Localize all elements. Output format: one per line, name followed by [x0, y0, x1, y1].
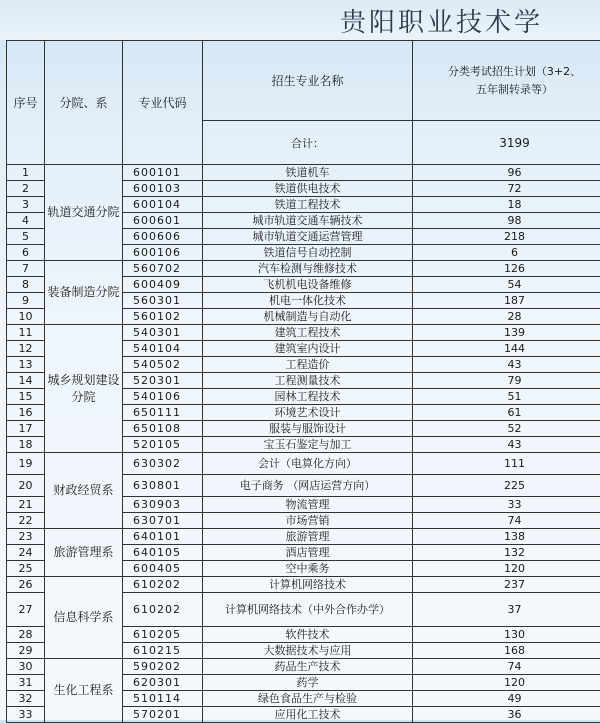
- row-number: 26: [7, 577, 45, 593]
- row-number: 30: [7, 659, 45, 675]
- major-name: 工程造价: [203, 357, 413, 373]
- row-number: 27: [7, 593, 45, 627]
- department-name: 装备制造分院: [45, 261, 123, 325]
- row-number: 23: [7, 529, 45, 545]
- row-number: 7: [7, 261, 45, 277]
- plan-count: 111: [413, 453, 600, 475]
- row-number: 18: [7, 437, 45, 453]
- plan-count: 43: [413, 357, 600, 373]
- major-name: 机械制造与自动化: [203, 309, 413, 325]
- header-major: 招生专业名称: [203, 41, 413, 121]
- plan-count: 98: [413, 213, 600, 229]
- row-number: 17: [7, 421, 45, 437]
- plan-count: 168: [413, 643, 600, 659]
- page-title: 贵阳职业技术学: [340, 2, 543, 39]
- plan-count: 28: [413, 309, 600, 325]
- major-code: 630801: [123, 475, 203, 497]
- plan-count: 139: [413, 325, 600, 341]
- major-name: 铁道供电技术: [203, 181, 413, 197]
- major-name: 城市轨道交通运营管理: [203, 229, 413, 245]
- major-name: 应用化工技术: [203, 707, 413, 723]
- major-name: 服装与服饰设计: [203, 421, 413, 437]
- row-number: 14: [7, 373, 45, 389]
- department-name: 轨道交通分院: [45, 165, 123, 261]
- major-code: 640105: [123, 545, 203, 561]
- table-row: [7, 325, 600, 341]
- major-code: 600106: [123, 245, 203, 261]
- table-row: [7, 165, 600, 181]
- plan-count: 130: [413, 627, 600, 643]
- table-row: [7, 261, 600, 277]
- major-code: 610205: [123, 627, 203, 643]
- plan-count: 18: [413, 197, 600, 213]
- major-code: 600101: [123, 165, 203, 181]
- row-number: 19: [7, 453, 45, 475]
- major-code: 540104: [123, 341, 203, 357]
- department-name: 财政经贸系: [45, 453, 123, 529]
- major-code: 610202: [123, 593, 203, 627]
- major-name: 空中乘务: [203, 561, 413, 577]
- plan-count: 52: [413, 421, 600, 437]
- major-name: 宝玉石鉴定与加工: [203, 437, 413, 453]
- major-name: 绿色食品生产与检验: [203, 691, 413, 707]
- row-number: 1: [7, 165, 45, 181]
- plan-count: 37: [413, 593, 600, 627]
- major-code: 510114: [123, 691, 203, 707]
- row-number: 4: [7, 213, 45, 229]
- plan-count: 33: [413, 497, 600, 513]
- major-code: 540502: [123, 357, 203, 373]
- plan-count: 74: [413, 513, 600, 529]
- major-name: 酒店管理: [203, 545, 413, 561]
- major-code: 590202: [123, 659, 203, 675]
- plan-count: 225: [413, 475, 600, 497]
- plan-count: 132: [413, 545, 600, 561]
- row-number: 24: [7, 545, 45, 561]
- major-code: 640101: [123, 529, 203, 545]
- major-code: 650108: [123, 421, 203, 437]
- plan-count: 126: [413, 261, 600, 277]
- major-name: 电子商务 （网店运营方向）: [203, 475, 413, 497]
- row-number: 21: [7, 497, 45, 513]
- major-name: 铁道机车: [203, 165, 413, 181]
- header-code: 专业代码: [123, 41, 203, 165]
- major-code: 600104: [123, 197, 203, 213]
- row-number: 29: [7, 643, 45, 659]
- major-name: 药品生产技术: [203, 659, 413, 675]
- plan-count: 72: [413, 181, 600, 197]
- major-name: 物流管理: [203, 497, 413, 513]
- table-row: [7, 659, 600, 675]
- major-code: 600601: [123, 213, 203, 229]
- major-name: 计算机网络技术（中外合作办学）: [203, 593, 413, 627]
- row-number: 20: [7, 475, 45, 497]
- major-name: 飞机机电设备维修: [203, 277, 413, 293]
- department-name: 旅游管理系: [45, 529, 123, 577]
- plan-count: 237: [413, 577, 600, 593]
- row-number: 25: [7, 561, 45, 577]
- plan-count: 36: [413, 707, 600, 723]
- major-name: 铁道信号自动控制: [203, 245, 413, 261]
- header-plan-line2: 五年制转录等）: [413, 81, 600, 99]
- major-name: 计算机网络技术: [203, 577, 413, 593]
- row-number: 8: [7, 277, 45, 293]
- major-code: 600405: [123, 561, 203, 577]
- major-name: 环境艺术设计: [203, 405, 413, 421]
- plan-count: 120: [413, 675, 600, 691]
- header-dept: 分院、系: [45, 41, 123, 165]
- major-code: 610202: [123, 577, 203, 593]
- major-code: 600103: [123, 181, 203, 197]
- major-name: 市场营销: [203, 513, 413, 529]
- row-number: 22: [7, 513, 45, 529]
- header-seq: 序号: [7, 41, 45, 165]
- major-code: 620301: [123, 675, 203, 691]
- major-name: 城市轨道交通车辆技术: [203, 213, 413, 229]
- major-name: 机电一体化技术: [203, 293, 413, 309]
- plan-count: 138: [413, 529, 600, 545]
- major-code: 560702: [123, 261, 203, 277]
- row-number: 10: [7, 309, 45, 325]
- row-number: 16: [7, 405, 45, 421]
- row-number: 12: [7, 341, 45, 357]
- plan-count: 61: [413, 405, 600, 421]
- major-code: 600606: [123, 229, 203, 245]
- row-number: 9: [7, 293, 45, 309]
- row-number: 13: [7, 357, 45, 373]
- row-number: 11: [7, 325, 45, 341]
- row-number: 15: [7, 389, 45, 405]
- major-name: 工程测量技术: [203, 373, 413, 389]
- major-code: 560301: [123, 293, 203, 309]
- major-name: 旅游管理: [203, 529, 413, 545]
- plan-count: 218: [413, 229, 600, 245]
- row-number: 32: [7, 691, 45, 707]
- major-name: 大数据技术与应用: [203, 643, 413, 659]
- department-name: 城乡规划建设分院: [45, 325, 123, 453]
- row-number: 6: [7, 245, 45, 261]
- table-row: [7, 577, 600, 593]
- department-name: 生化工程系: [45, 659, 123, 723]
- major-code: 540106: [123, 389, 203, 405]
- enrollment-table: [6, 40, 600, 723]
- major-name: 软件技术: [203, 627, 413, 643]
- row-number: 5: [7, 229, 45, 245]
- plan-count: 96: [413, 165, 600, 181]
- row-number: 28: [7, 627, 45, 643]
- major-code: 600409: [123, 277, 203, 293]
- plan-count: 144: [413, 341, 600, 357]
- total-label: 合计：: [203, 121, 413, 165]
- major-code: 540301: [123, 325, 203, 341]
- major-code: 630903: [123, 497, 203, 513]
- major-code: 520105: [123, 437, 203, 453]
- major-name: 会计（电算化方向）: [203, 453, 413, 475]
- total-value: 3199: [413, 121, 600, 165]
- major-code: 520301: [123, 373, 203, 389]
- plan-count: 43: [413, 437, 600, 453]
- row-number: 31: [7, 675, 45, 691]
- major-name: 铁道工程技术: [203, 197, 413, 213]
- major-code: 630302: [123, 453, 203, 475]
- major-code: 650111: [123, 405, 203, 421]
- plan-count: 54: [413, 277, 600, 293]
- major-name: 药学: [203, 675, 413, 691]
- plan-count: 74: [413, 659, 600, 675]
- department-name: 信息科学系: [45, 577, 123, 659]
- table-row: [7, 453, 600, 475]
- major-code: 630701: [123, 513, 203, 529]
- major-name: 汽车检测与维修技术: [203, 261, 413, 277]
- plan-count: 49: [413, 691, 600, 707]
- plan-count: 120: [413, 561, 600, 577]
- row-number: 3: [7, 197, 45, 213]
- header-plan-line1: 分类考试招生计划（3+2、: [413, 63, 600, 81]
- plan-count: 79: [413, 373, 600, 389]
- major-name: 园林工程技术: [203, 389, 413, 405]
- plan-count: 6: [413, 245, 600, 261]
- header-plan: [413, 41, 600, 121]
- row-number: 33: [7, 707, 45, 723]
- row-number: 2: [7, 181, 45, 197]
- major-name: 建筑工程技术: [203, 325, 413, 341]
- table-row: [7, 529, 600, 545]
- major-name: 建筑室内设计: [203, 341, 413, 357]
- plan-count: 51: [413, 389, 600, 405]
- major-code: 570201: [123, 707, 203, 723]
- plan-count: 187: [413, 293, 600, 309]
- major-code: 560102: [123, 309, 203, 325]
- major-code: 610215: [123, 643, 203, 659]
